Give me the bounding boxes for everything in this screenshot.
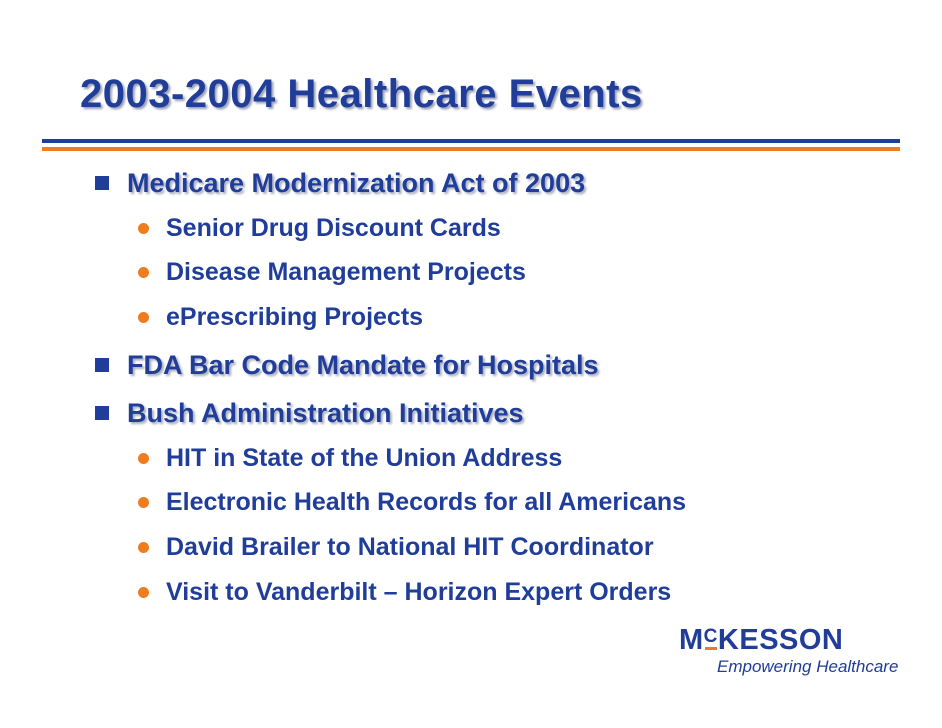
round-bullet-icon bbox=[138, 587, 149, 598]
sub-bullet-text: ePrescribing Projects bbox=[166, 302, 424, 331]
logo-letter-m: M bbox=[679, 624, 704, 656]
square-bullet-icon bbox=[95, 358, 109, 372]
logo-letter-c: C bbox=[703, 626, 718, 647]
sub-bullet-text: Visit to Vanderbilt – Horizon Expert Orders bbox=[166, 577, 672, 606]
bullet-fda-bar-code bbox=[95, 345, 599, 385]
bullet-text: Medicare Modernization Act of 2003 bbox=[127, 167, 586, 198]
logo-small-c bbox=[704, 626, 718, 648]
sub-bullet-disease-management bbox=[138, 254, 526, 290]
bullet-bush-administration bbox=[95, 393, 524, 433]
sub-bullet-david-brailer bbox=[138, 529, 654, 565]
round-bullet-icon bbox=[138, 497, 149, 508]
sub-bullet-text: Disease Management Projects bbox=[166, 257, 526, 286]
sub-bullet-text: Electronic Health Records for all Americans bbox=[166, 487, 687, 516]
round-bullet-icon bbox=[138, 267, 149, 278]
mckesson-logo bbox=[679, 624, 899, 684]
sub-bullet-state-of-union bbox=[138, 440, 562, 476]
logo-wordmark bbox=[679, 624, 843, 657]
bullet-text: Bush Administration Initiatives bbox=[127, 397, 524, 428]
logo-tagline: Empowering Healthcare bbox=[717, 657, 899, 676]
sub-bullet-electronic-health-records bbox=[138, 484, 686, 520]
slide-title: 2003-2004 Healthcare Events bbox=[80, 72, 643, 116]
sub-bullet-eprescribing bbox=[138, 299, 423, 335]
bullet-text: FDA Bar Code Mandate for Hospitals bbox=[127, 349, 599, 380]
logo-letters-kesson: KESSON bbox=[717, 624, 844, 656]
round-bullet-icon bbox=[138, 312, 149, 323]
sub-bullet-vanderbilt-visit bbox=[138, 574, 671, 610]
round-bullet-icon bbox=[138, 542, 149, 553]
bullet-medicare-act bbox=[95, 163, 585, 203]
sub-bullet-senior-drug-cards bbox=[138, 210, 501, 246]
round-bullet-icon bbox=[138, 223, 149, 234]
sub-bullet-text: David Brailer to National HIT Coordinator bbox=[166, 532, 654, 561]
sub-bullet-text: Senior Drug Discount Cards bbox=[166, 213, 501, 242]
sub-bullet-text: HIT in State of the Union Address bbox=[166, 443, 563, 472]
logo-orange-underline bbox=[705, 647, 717, 650]
square-bullet-icon bbox=[95, 406, 109, 420]
square-bullet-icon bbox=[95, 176, 109, 190]
round-bullet-icon bbox=[138, 453, 149, 464]
